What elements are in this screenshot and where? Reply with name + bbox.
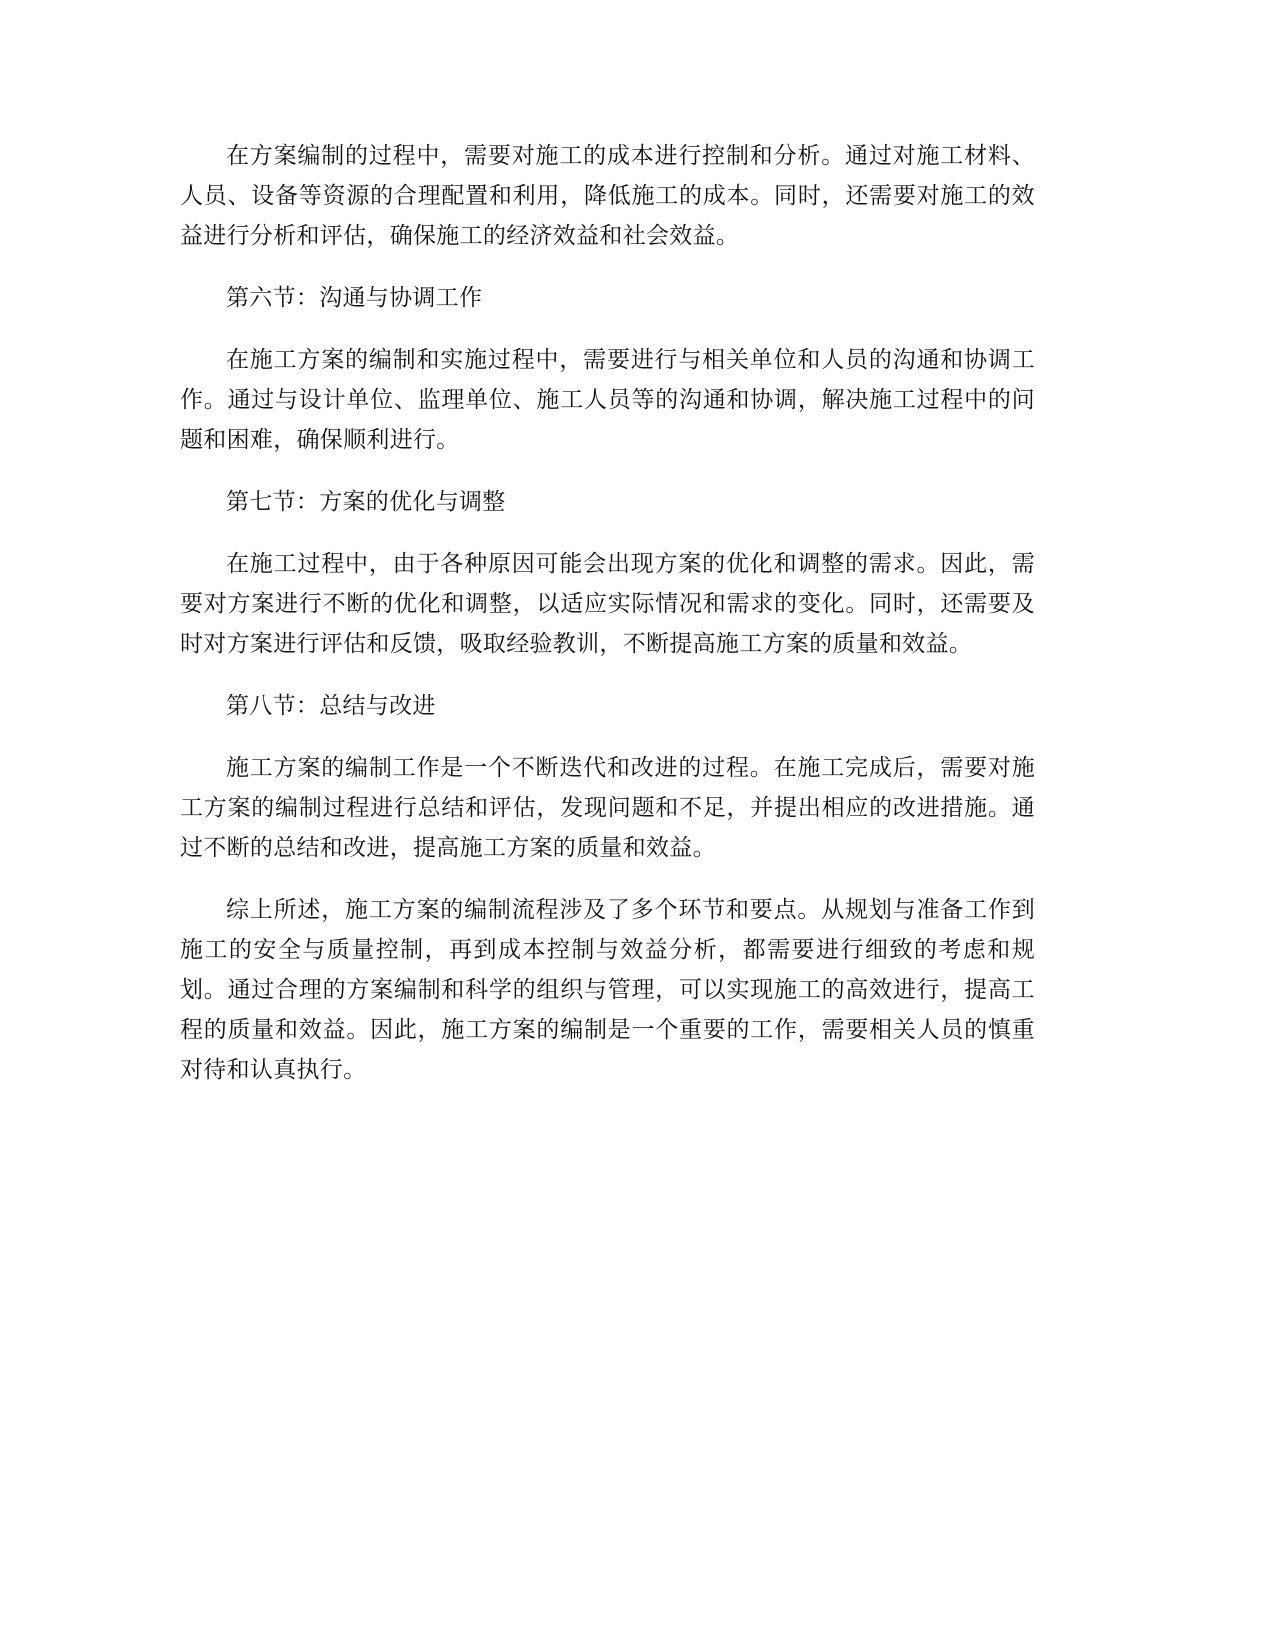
paragraph-cost-control: 在方案编制的过程中，需要对施工的成本进行控制和分析。通过对施工材料、人员、设备等资源的合理配置和利用，降低施工的成本。同时，还需要对施工的效益进行分析和评估，确保施工的经济效益和社会效益。	[180, 143, 1035, 249]
document-page	[180, 136, 1035, 1090]
paragraph-communication: 在施工方案的编制和实施过程中，需要进行与相关单位和人员的沟通和协调工作。通过与设计单位、监理单位、施工人员等的沟通和协调，解决施工过程中的问题和困难，确保顺利进行。	[180, 347, 1035, 453]
paragraph-summary-improvement: 施工方案的编制工作是一个不断迭代和改进的过程。在施工完成后，需要对施工方案的编制过程进行总结和评估，发现问题和不足，并提出相应的改进措施。通过不断的总结和改进，提高施工方案的质量和效益。	[180, 755, 1035, 861]
section-heading-8: 第八节：总结与改进	[226, 693, 436, 719]
paragraph-optimization: 在施工过程中，由于各种原因可能会出现方案的优化和调整的需求。因此，需要对方案进行不断的优化和调整，以适应实际情况和需求的变化。同时，还需要及时对方案进行评估和反馈，吸取经验教训，不断提高施工方案的质量和效益。	[180, 551, 1035, 657]
paragraph-conclusion: 综上所述，施工方案的编制流程涉及了多个环节和要点。从规划与准备工作到施工的安全与质量控制，再到成本控制与效益分析，都需要进行细致的考虑和规划。通过合理的方案编制和科学的组织与管理，可以实现施工的高效进行，提高工程的质量和效益。因此，施工方案的编制是一个重要的工作，需要相关人员的慎重对待和认真执行。	[180, 897, 1035, 1083]
section-heading-7: 第七节：方案的优化与调整	[226, 489, 506, 515]
section-heading-6: 第六节：沟通与协调工作	[226, 285, 483, 311]
